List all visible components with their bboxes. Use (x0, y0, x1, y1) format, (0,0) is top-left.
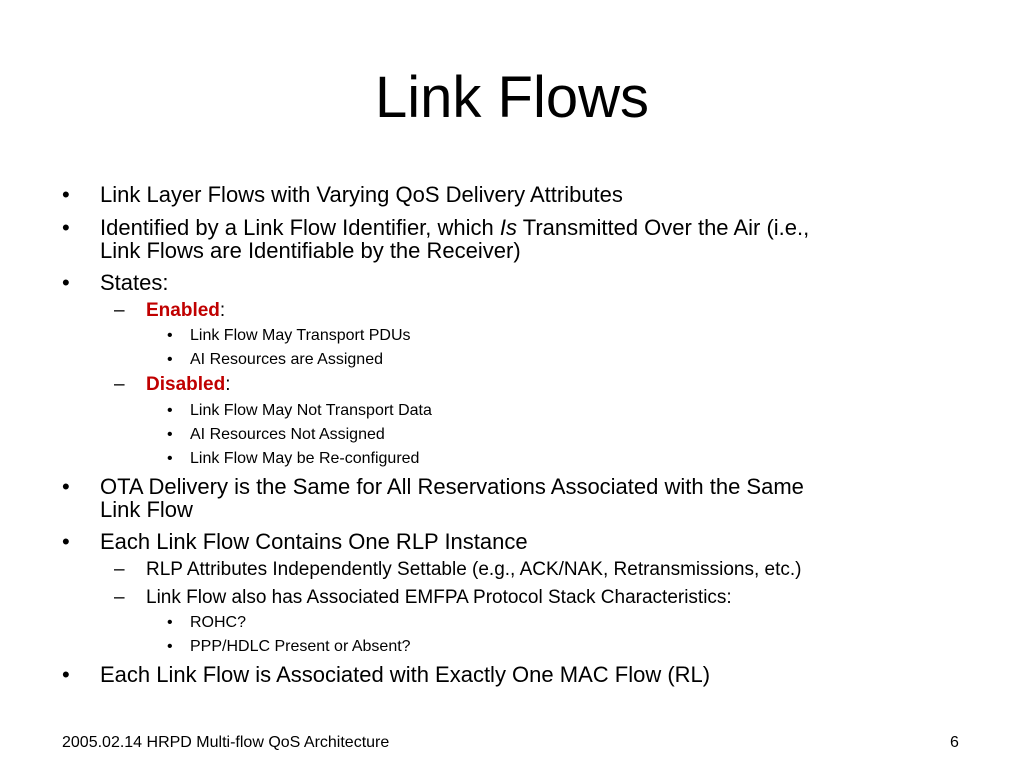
dash-icon: – (114, 559, 125, 580)
bullet-dot-icon: • (62, 474, 70, 499)
bullet-text: Each Link Flow Contains One RLP Instance (100, 529, 528, 554)
sub-bullet-rlp-attributes (114, 559, 802, 581)
enabled-item (167, 350, 383, 369)
disabled-item (167, 425, 385, 444)
bullet-ota-delivery-line2: Link Flow (100, 497, 193, 522)
bullet-text: Each Link Flow is Associated with Exactly One MAC Flow (RL) (100, 662, 711, 687)
bullet-text: Link Layer Flows with Varying QoS Delivery Attributes (100, 182, 623, 207)
bullet-text: OTA Delivery is the Same for All Reservations Associated with the Same (100, 474, 804, 499)
sub-bullet-text: Link Flow also has Associated EMFPA Protocol Stack Characteristics: (146, 587, 732, 608)
footer-text: 2005.02.14 HRPD Multi-flow QoS Architecture (62, 734, 390, 751)
disabled-item-text: Link Flow May be Re-configured (190, 450, 420, 467)
disabled-colon: : (225, 374, 231, 395)
bullet-link-layer-flows (62, 182, 623, 207)
bullet-dot-icon: • (167, 426, 173, 443)
sub-bullet-emfpa (114, 587, 732, 609)
bullet-dot-icon: • (167, 327, 173, 344)
bullet-dot-icon: • (62, 182, 70, 207)
disabled-item (167, 449, 420, 468)
bullet-identified-by-line2: Link Flows are Identifiable by the Receiver) (100, 238, 521, 263)
enabled-colon: : (219, 300, 226, 321)
bullet-ota-delivery (62, 474, 804, 499)
bullet-rlp-instance (62, 529, 528, 554)
bullet-dot-icon: • (167, 638, 173, 655)
emfpa-item-text: ROHC? (190, 614, 247, 631)
emfpa-item (167, 637, 411, 656)
disabled-item-text: Link Flow May Not Transport Data (190, 402, 432, 419)
bullet-states (62, 270, 169, 295)
page-number: 6 (950, 734, 959, 751)
bullet-mac-flow (62, 662, 711, 687)
bullet-text-italic: Is (499, 215, 518, 240)
bullet-dot-icon: • (62, 529, 70, 554)
bullet-identified-by (62, 215, 810, 240)
bullet-dot-icon: • (62, 215, 70, 240)
enabled-label: Enabled (146, 300, 220, 321)
bullet-dot-icon: • (167, 450, 173, 467)
disabled-label: Disabled (146, 374, 226, 395)
emfpa-item-text: PPP/HDLC Present or Absent? (190, 638, 411, 655)
disabled-item-text: AI Resources Not Assigned (190, 426, 385, 443)
bullet-dot-icon: • (167, 351, 173, 368)
sub-bullet-text: RLP Attributes Independently Settable (e.g., ACK/NAK, Retransmissions, etc.) (146, 559, 802, 580)
bullet-text: States: (100, 270, 169, 295)
bullet-dot-icon: • (167, 614, 173, 631)
bullet-dot-icon: • (62, 270, 70, 295)
disabled-item (167, 401, 432, 420)
enabled-item (167, 326, 411, 345)
bullet-dot-icon: • (62, 662, 70, 687)
enabled-item-text: Link Flow May Transport PDUs (190, 327, 411, 344)
enabled-item-text: AI Resources are Assigned (190, 351, 383, 368)
bullet-text-part1: Identified by a Link Flow Identifier, which (100, 215, 500, 240)
sub-bullet-enabled (114, 300, 226, 322)
dash-icon: – (114, 587, 125, 608)
dash-icon: – (114, 300, 125, 321)
slide-title: Link Flows (375, 65, 649, 130)
sub-bullet-disabled (114, 374, 231, 396)
dash-icon: – (114, 374, 125, 395)
emfpa-item (167, 613, 247, 632)
bullet-text-part2: Transmitted Over the Air (i.e., (517, 215, 810, 240)
bullet-dot-icon: • (167, 402, 173, 419)
